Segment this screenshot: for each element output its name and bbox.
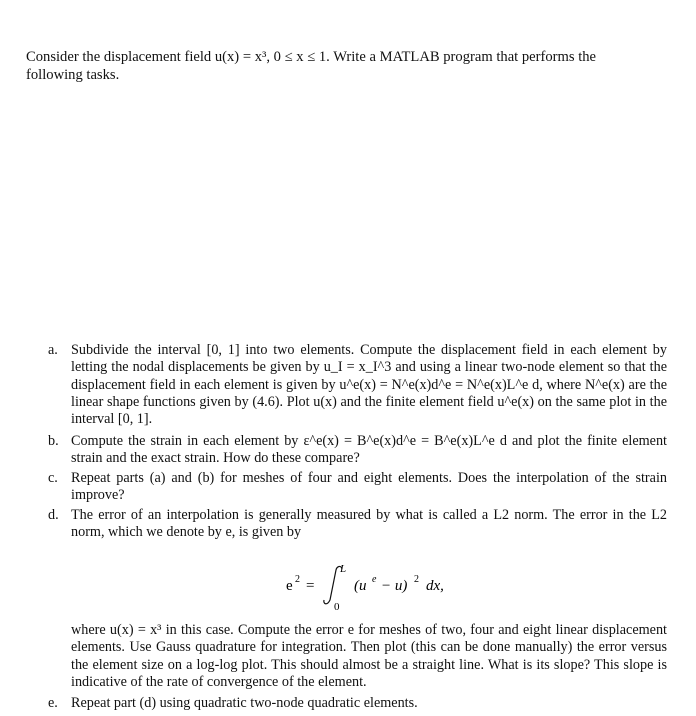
eq-differential: dx,	[426, 578, 444, 594]
item-marker: c.	[48, 470, 58, 486]
item-marker: e.	[48, 695, 58, 711]
intro-line-2: following tasks.	[26, 67, 120, 83]
item-marker: a.	[48, 342, 58, 358]
eq-integrand: (u	[354, 578, 367, 594]
eq-exponent: 2	[295, 574, 300, 585]
intro-line-1: Consider the displacement field u(x) = x³, 0 ≤ x ≤ 1. Write a MATLAB program that performs the	[26, 49, 597, 65]
eq-equals: =	[306, 578, 315, 594]
eq-upper-limit: L	[340, 563, 347, 575]
item-text: where u(x) = x³ in this case. Compute the error e for meshes of two, four and eight linear displacement elements. Use Gauss quadrature for integration. Then plot (this can be done manually) the error versus the element size on a log-log plot. This should almost be a straight line. What is its slope? This slope is indicative of the rate of convergence of the element.	[71, 622, 667, 690]
eq-lhs: e	[286, 578, 293, 594]
equation-graphic	[280, 560, 480, 612]
item-text: The error of an interpolation is generally measured by what is called a L2 norm. The error in the L2 norm, which we denote by e, is given by	[71, 507, 667, 541]
eq-integrand-sup: e	[372, 574, 377, 585]
item-marker: b.	[48, 433, 59, 449]
eq-integrand-rest: − u)	[381, 578, 408, 594]
item-text: Repeat parts (a) and (b) for meshes of four and eight elements. Does the interpolation of the strain improve?	[71, 470, 667, 504]
intro-paragraph	[26, 48, 656, 84]
item-text: Compute the strain in each element by ε^e(x) = B^e(x)d^e = B^e(x)L^e d and plot the finite element strain and the exact strain. How do these compare?	[71, 433, 667, 467]
eq-square: 2	[414, 574, 419, 585]
item-text: Subdivide the interval [0, 1] into two elements. Compute the displacement field in each element by letting the nodal displacements be given by u_I = x_I^3 and using a linear two-node element so that the displacement field in each element is given by u^e(x) = N^e(x)d^e = N^e(x)L^e d, where N^e(x) are the linear shape functions given by (4.6). Plot u(x) and the finite element field u^e(x) on the same plot in the interval [0, 1].	[71, 342, 667, 428]
item-text: Repeat part (d) using quadratic two-node quadratic elements.	[71, 695, 418, 711]
error-norm-equation	[0, 560, 696, 612]
eq-lower-limit: 0	[334, 601, 340, 612]
item-marker: d.	[48, 507, 59, 523]
